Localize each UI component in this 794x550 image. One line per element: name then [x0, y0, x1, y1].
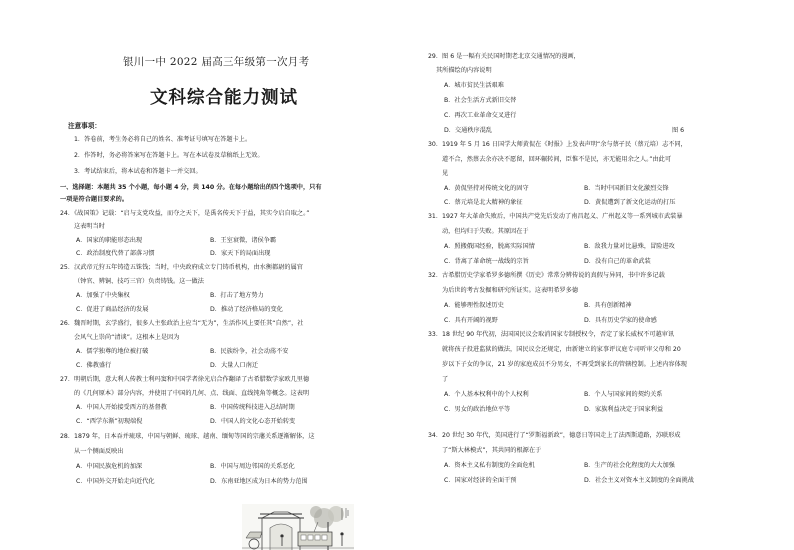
question-34-stem: 了“斯大林模式”，其共同的根源在于: [442, 447, 542, 454]
question-25-option-a: A．加强了中央集权: [76, 292, 130, 299]
notice-heading: 注意事项：: [68, 122, 101, 130]
question-32-stem: 为后世的考古发掘和研究所证实。这表明希罗多德: [442, 287, 579, 294]
question-30-option-b: B．当时中国新旧文化激烈交锋: [584, 185, 669, 192]
question-34-option-b: B．生产的社会化程度的大大加强: [584, 462, 675, 469]
question-24-stem: 24．《战国策》记载：“启与支党攻益，而夺之天下，是禹名传天下于益，其实令启自取之。”: [60, 210, 310, 217]
question-33-stem: 33．18 世纪 90 年代初，法国国民议会取消国家专制授权令，否定了家长威权不可越审讯: [428, 331, 675, 338]
question-30-stem: 见: [442, 170, 449, 177]
question-27-option-d: D．中国人的文化心态开始转变: [210, 418, 296, 425]
question-29-stem: 29．图 6 是一幅有关民国时期老北京交通情况的漫画，: [428, 53, 580, 60]
question-24-stem: 这表明当时: [74, 223, 105, 230]
question-31-option-b: B．敌我力量对比悬殊，冒险进攻: [584, 243, 675, 250]
question-32-option-b: B．具有创新精神: [584, 302, 632, 309]
question-33-option-d: D．家族利益决定于国家利益: [584, 406, 664, 413]
cartoon-illustration: [242, 504, 354, 550]
question-28-stem: 从一个侧面反映出: [74, 448, 124, 455]
figure-6-label: 图 6: [672, 127, 685, 134]
question-32-stem: 32．古希腊历史学家希罗多德所撰《历史》常常分辨传说的真假与异同，书中许多记载: [428, 272, 665, 279]
question-25-option-b: B．打击了地方势力: [210, 292, 264, 299]
question-31-option-c: C．背离了革命统一战线的宗旨: [444, 258, 529, 265]
question-32-option-c: C．具有开阔的视野: [444, 317, 498, 324]
question-25-option-d: D．推动了经济格局的变化: [210, 306, 283, 313]
question-33-option-c: C．男女的政治地位平等: [444, 406, 511, 413]
notice-item: 2．作答时，务必将答案写在答题卡上。写在本试卷及草稿纸上无效。: [74, 152, 264, 159]
question-29-option-d: D．交通秩序混乱: [444, 127, 493, 134]
question-28-option-c: C．中国外交开始走向近代化: [76, 478, 155, 485]
question-29-option-c: C．再次工业革命交叉进行: [444, 112, 517, 119]
question-27-option-a: A．中国人开始接受西方的基督教: [76, 404, 167, 411]
question-29-option-b: B．社会生活方式新旧交替: [444, 97, 517, 104]
notice-item: 1．答卷前，考生务必将自己的姓名、准考证号填写在答题卡上。: [74, 136, 252, 143]
question-26-option-d: D．大量人口南迁: [210, 362, 259, 369]
question-27-option-b: B．中国传统科技进入总结时期: [210, 404, 295, 411]
question-33-stem: 就将孩子投进监狱的做法，国民议会还规定，由新建立的家事评议庭专司听审父母和 20: [442, 346, 681, 353]
question-34-option-a: A．资本主义私有制度的全面危机: [444, 462, 535, 469]
question-25-stem: （钟官、辨铜、技巧三官）负责铸钱。这一做法: [74, 278, 204, 285]
question-31-option-d: D．没有自己的革命武装: [584, 258, 651, 265]
question-33-stem: 了: [442, 376, 449, 383]
question-25-option-c: C．促进了商品经济的发展: [76, 306, 149, 313]
page-title: 文科综合能力测试: [150, 88, 298, 108]
question-25-stem: 25．汉武帝元狩五年铸造五铢钱；当时，中央政府成立专门铸币机构，由水衡都尉的属官: [60, 264, 303, 271]
question-26-stem: 会风气上崇尚“清谈”。这根本上是因为: [74, 334, 180, 341]
notice-item: 3．考试结束后，将本试卷和答题卡一并交回。: [74, 168, 202, 175]
question-27-stem: 27．明朝后期，意大利人传教士利玛窦和中国学者徐光启合作翻译了古希腊数学家欧几里德: [60, 376, 310, 383]
question-33-option-b: B．个人与国家间的契约关系: [584, 391, 663, 398]
question-32-option-d: D．具有历史学家的使命感: [584, 317, 657, 324]
exam-title: 银川一中 2022 届高三年级第一次月考: [123, 56, 310, 68]
question-29-option-a: A．城市贫民生活艰难: [444, 82, 504, 89]
section-instructions: 一项是符合题目要求的。: [60, 196, 129, 203]
question-28-stem: 28．1879 年，日本吞并琉球，中国与朝鲜、琉球、越南、缅甸等国的宗藩关系逐渐解体，这: [60, 433, 315, 440]
question-26-option-a: A．儒学独尊的地位被打破: [76, 348, 149, 355]
question-26-option-b: B．民族纷争，社会动荡不安: [210, 348, 289, 355]
question-30-option-c: C．蔡元培是北大精神的象征: [444, 199, 523, 206]
question-28-option-a: A．中国民族危机的加深: [76, 463, 143, 470]
question-24-option-d: D．家天下的局面出现: [210, 250, 271, 257]
question-33-option-a: A．个人基本权利中的个人权利: [444, 391, 529, 398]
question-24-option-a: A．国家的职能形态出现: [76, 237, 143, 244]
question-26-option-c: C．佛教盛行: [76, 362, 112, 369]
question-32-option-a: A．能够理性叙述历史: [444, 302, 504, 309]
right-column: [428, 0, 746, 550]
question-24-option-c: C．政治制度代替了部落习惯: [76, 250, 155, 257]
question-29-stem: 其所描绘的内容说明: [436, 67, 492, 74]
section-instructions: 一、选择题：本题共 35 个小题，每小题 4 分，共 140 分。在每小题给出的四个选项中，只有: [60, 184, 322, 191]
question-28-option-d: D．东南亚地区成为日本的势力范围: [210, 478, 308, 485]
figure-6-cartoon: [242, 504, 354, 550]
question-30-option-d: D．黄侃遭到了新文化运动的打压: [584, 199, 676, 206]
question-34-option-d: D．社会主义对资本主义制度的全面挑战: [584, 477, 694, 484]
question-34-stem: 34．20 世纪 30 年代，美国进行了“罗斯福新政”，德意日等国走上了法西斯道路，苏联形成: [428, 432, 681, 439]
question-26-stem: 26．魏晋时期，玄学盛行，很多人主张政治上应当“无为”，生活作风上要任其“自然”，社: [60, 320, 304, 327]
question-28-option-b: B．中国与周边邻国的关系恶化: [210, 463, 295, 470]
question-27-stem: 的《几何原本》部分内容，并使用了中国的几何、点、线面、直线钝角等概念。这表明: [74, 390, 310, 397]
question-31-stem: 31．1927 年大革命失败后，中国共产党先后发动了南昌起义、广州起义等一系列城市武装暴: [428, 213, 683, 220]
left-column: [60, 0, 375, 550]
question-31-stem: 动，但均归于失败。其原因在于: [442, 228, 529, 235]
question-34-option-c: C．国家对经济的全面干预: [444, 477, 517, 484]
question-33-stem: 岁以下子女的争议，21 岁的家庭成员不分男女，不再受到家长的管辖控制。上述内容体现: [442, 361, 687, 368]
question-24-option-b: B．王室衰微，诸侯争霸: [210, 237, 277, 244]
question-30-stem: 30．1919 年 5 月 16 日国学大师黄侃在《时报》上发表声明“余与蔡孑民（蔡元培）志不同，: [428, 141, 687, 148]
question-30-option-a: A．黄侃坚持对传统文化的固守: [444, 185, 529, 192]
question-27-option-c: C．“西学东渐”初现端倪: [76, 418, 143, 425]
question-31-option-a: A．照搬俄国经验，脱离实际国情: [444, 243, 535, 250]
question-30-stem: 道不合，然蔡去余亦决不愿留，回环辗转间，臣惟不是民，亦无能用余之人。”由此可: [442, 156, 672, 163]
